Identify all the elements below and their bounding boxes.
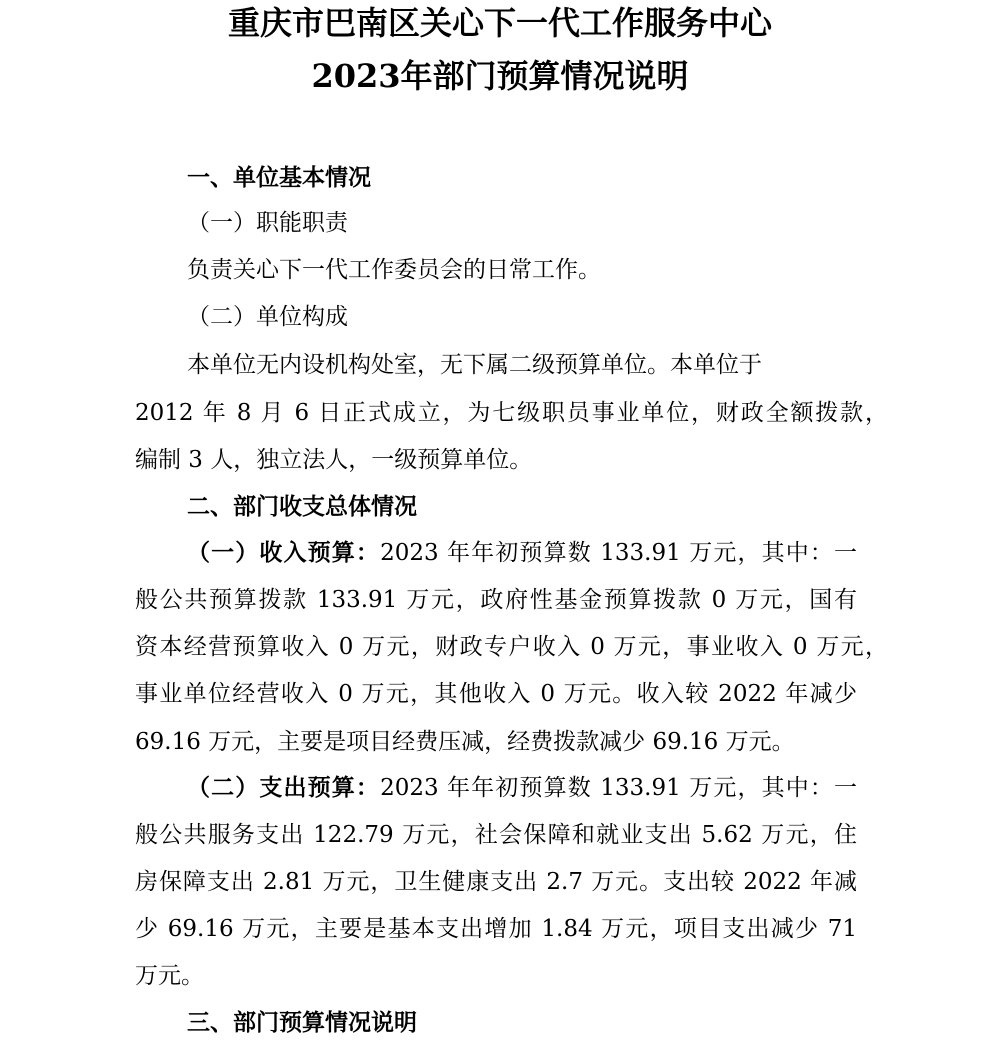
section-1-sub2-text-line-1: 本单位无内设机构处室，无下属二级预算单位。本单位于 [187,352,762,378]
income-budget-line-1-text: 2023 年年初预算数 133.91 万元，其中：一 [380,540,857,566]
section-1-sub1-text: 负责关心下一代工作委员会的日常工作。 [187,257,601,283]
income-budget-line-5: 69.16 万元，主要是项目经费压减，经费拨款减少 69.16 万元。 [135,729,795,755]
expense-budget-label: （二）支出预算： [187,775,381,801]
section-1-heading: 一、单位基本情况 [187,165,371,191]
expense-budget-line-3: 房保障支出 2.81 万元，卫生健康支出 2.7 万元。支出较 2022 年减 [135,869,857,895]
income-budget-line-2: 般公共预算拨款 133.91 万元，政府性基金预算拨款 0 万元，国有 [135,587,857,613]
expense-budget-line-5: 万元。 [135,963,204,989]
section-1-sub1-heading: （一）职能职责 [187,210,348,236]
section-1-sub2-text-line-2: 2012 年 8 月 6 日正式成立，为七级职员事业单位，财政全额拨款， [135,400,888,426]
expense-budget-line-1 [187,773,857,803]
section-3-heading: 三、部门预算情况说明 [187,1010,417,1036]
document-title-line-1: 重庆市巴南区关心下一代工作服务中心 [227,4,772,42]
document-title-line-2: 2023年部门预算情况说明 [311,57,689,95]
expense-budget-line-2: 般公共服务支出 122.79 万元，社会保障和就业支出 5.62 万元，住 [135,822,857,848]
income-budget-line-4: 事业单位经营收入 0 万元，其他收入 0 万元。收入较 2022 年减少 [135,681,857,707]
income-budget-label: （一）收入预算： [187,540,381,566]
section-1-sub2-heading: （二）单位构成 [187,304,348,330]
expense-budget-line-1-text: 2023 年年初预算数 133.91 万元，其中：一 [380,775,857,801]
section-2-heading: 二、部门收支总体情况 [187,494,417,520]
section-1-sub2-text-line-3: 编制 3 人，独立法人，一级预算单位。 [135,447,533,473]
expense-budget-line-4: 少 69.16 万元，主要是基本支出增加 1.84 万元，项目支出减少 71 [135,916,857,942]
income-budget-line-1 [187,538,857,568]
income-budget-line-3: 资本经营预算收入 0 万元，财政专户收入 0 万元，事业收入 0 万元， [135,634,888,660]
